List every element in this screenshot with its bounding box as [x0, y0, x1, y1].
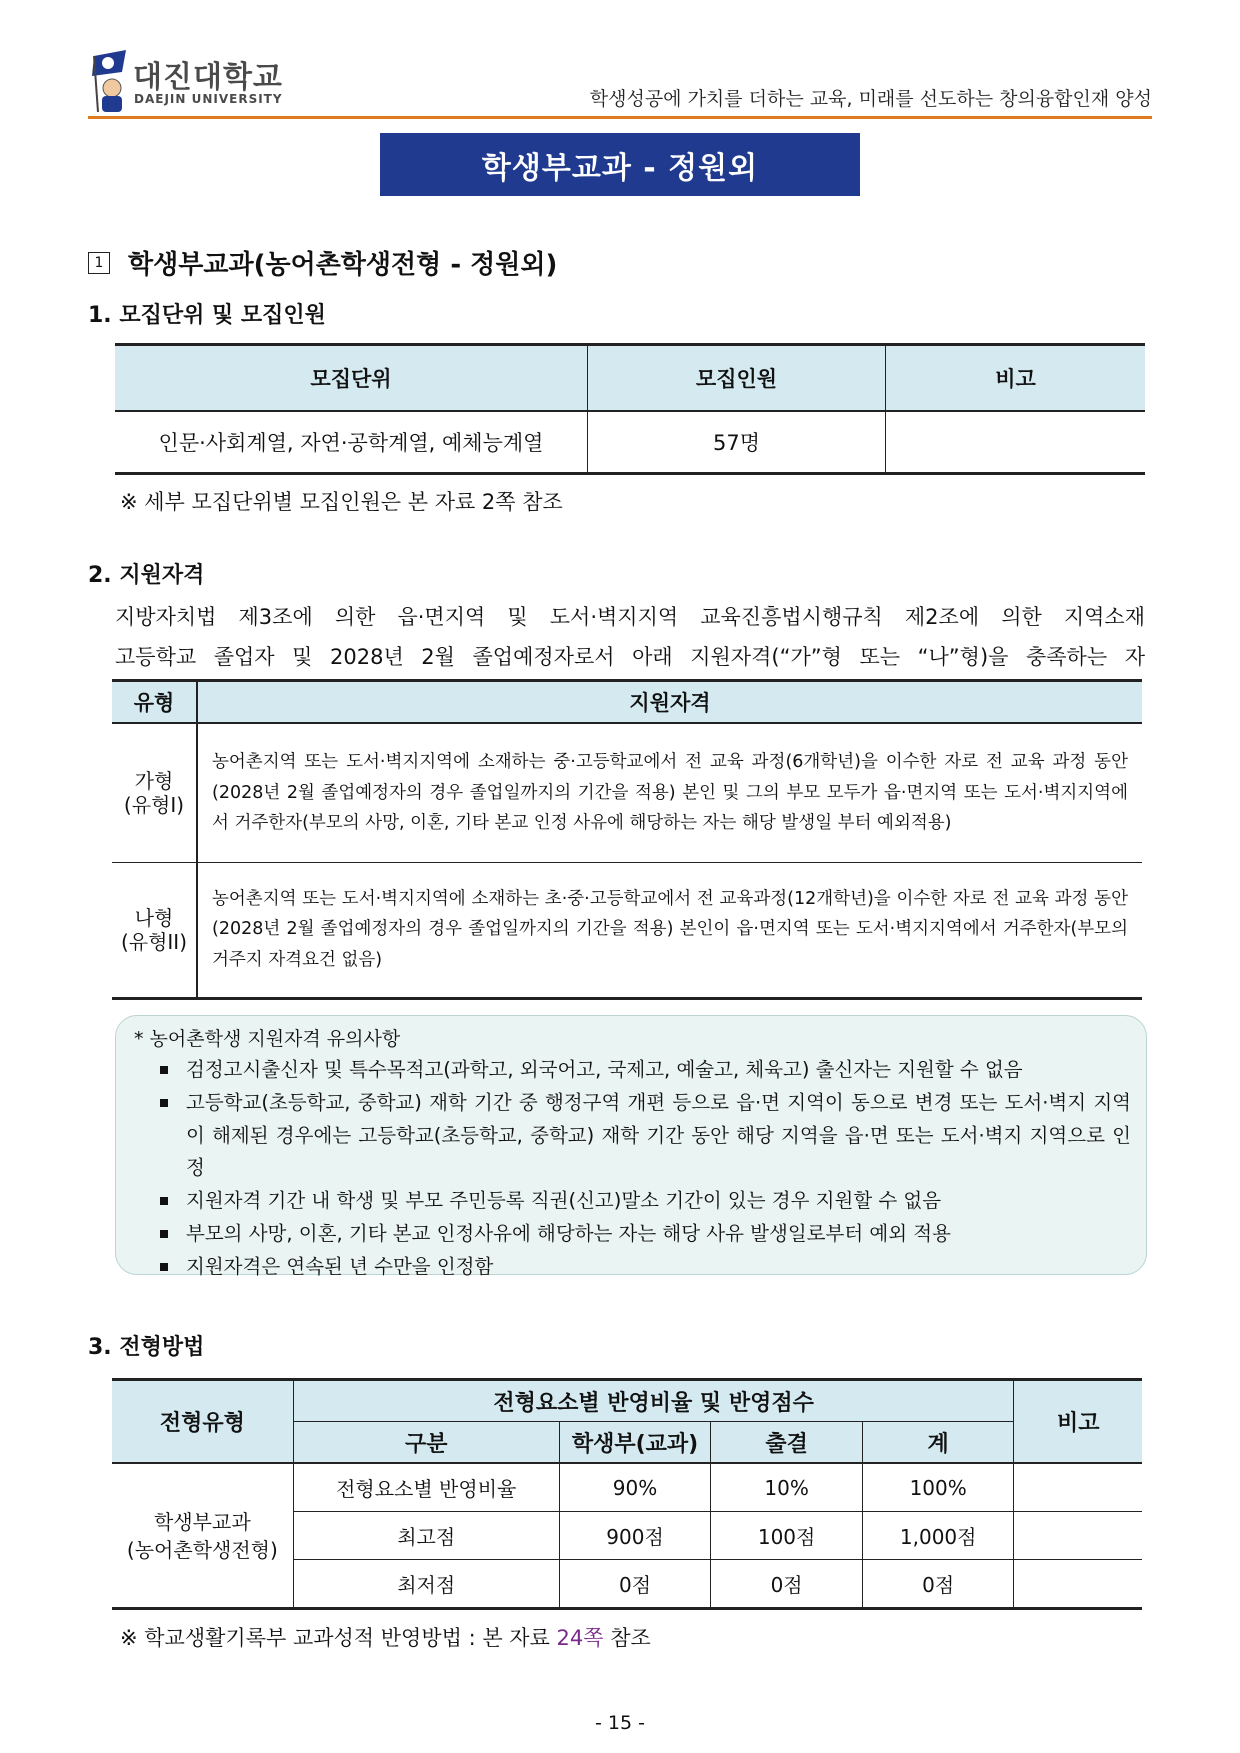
table-header: 유형	[112, 681, 197, 724]
page-banner: 학생부교과 - 정원외	[380, 133, 860, 196]
header-motto: 학생성공에 가치를 더하는 교육, 미래를 선도하는 창의융합인재 양성	[589, 88, 1152, 110]
logo-korean-text: 대진대학교	[133, 60, 283, 95]
type-label: 가형	[134, 768, 174, 793]
eligibility-description: 농어촌지역 또는 도서·벽지지역에 소재하는 중·고등학교에서 전 교육 과정(6개학년)을 이수한 자로 전 교육 과정 동안(2028년 2월 졸업예정자의 경우 졸업일까지의 기간을 적용) 본인 및 그의 부모 모두가 읍·면지역 또는 도서·벽지지역에서 거주한자(부모의 사망, 이혼, 기타 본교 인정 사유에 해당하는 자는 해당 발생일 부터 예외적용)	[197, 723, 1142, 862]
eligibility-notes-box	[115, 1015, 1147, 1278]
table-cell: 0점	[862, 1560, 1014, 1609]
recruitment-table	[115, 343, 1145, 475]
row-header-cell	[112, 1463, 293, 1609]
table-cell	[1014, 1512, 1142, 1560]
table-subheader: 구분	[293, 1422, 559, 1464]
row-header-line: 학생부교과	[154, 1509, 251, 1534]
list-item: 고등학교(초등학교, 중학교) 재학 기간 중 행정구역 개편 등으로 읍·면 지역이 동으로 변경 또는 도서·벽지 지역이 해제된 경우에는 고등학교(초등학교, 중학교) 재학 기간 동안 해당 지역을 읍·면 또는 도서·벽지 지역으로 인정	[156, 1087, 1131, 1185]
table-header: 전형요소별 반영비율 및 반영점수	[293, 1380, 1014, 1422]
page-number: - 15 -	[595, 1712, 645, 1734]
method-table	[112, 1378, 1142, 1610]
table-header: 지원자격	[197, 681, 1142, 724]
table-row	[115, 411, 1145, 474]
list-item: 부모의 사망, 이혼, 기타 본교 인정사유에 해당하는 자는 해당 사유 발생일로부터 예외 적용	[156, 1218, 1131, 1251]
section-title-text: 학생부교과(농어촌학생전형 - 정원외)	[128, 250, 558, 280]
table-cell	[886, 411, 1146, 474]
table-row	[112, 723, 1142, 862]
table-cell: 전형요소별 반영비율	[293, 1463, 559, 1512]
table-row	[112, 1463, 1142, 1512]
section-number-box: 1	[88, 252, 110, 274]
table-subheader: 학생부(교과)	[559, 1422, 711, 1464]
notes-title: * 농어촌학생 지원자격 유의사항	[134, 1028, 401, 1050]
section-title	[88, 244, 557, 281]
type-sublabel: (유형II)	[120, 929, 188, 954]
notes-list	[156, 1054, 1131, 1284]
table-cell	[1014, 1463, 1142, 1512]
footnote-page-ref: 24쪽	[556, 1626, 604, 1650]
table-cell: 1,000점	[862, 1512, 1014, 1560]
table-cell: 인문·사회계열, 자연·공학계열, 예체능계열	[115, 411, 588, 474]
table-cell: 100점	[711, 1512, 863, 1560]
table-cell	[1014, 1560, 1142, 1609]
list-item: 지원자격 기간 내 학생 및 부모 주민등록 직권(신고)말소 기간이 있는 경우 지원할 수 없음	[156, 1185, 1131, 1218]
heading-eligibility: 2. 지원자격	[88, 563, 205, 588]
recruitment-note: ※ 세부 모집단위별 모집인원은 본 자료 2쪽 참조	[120, 490, 563, 514]
table-header: 비고	[886, 345, 1146, 412]
table-cell: 최저점	[293, 1560, 559, 1609]
table-cell: 90%	[559, 1463, 711, 1512]
type-cell	[112, 723, 197, 862]
logo-english-text: DAEJIN UNIVERSITY	[134, 92, 283, 106]
method-footnote	[120, 1622, 651, 1652]
table-cell: 900점	[559, 1512, 711, 1560]
heading-recruitment: 1. 모집단위 및 모집인원	[88, 303, 326, 328]
table-cell: 57명	[588, 411, 886, 474]
eligibility-intro-line2: 고등학교 졸업자 및 2028년 2월 졸업예정자로서 아래 지원자격(“가”형 또는 “나”형)을 충족하는 자	[115, 645, 1145, 669]
table-header: 모집단위	[115, 345, 588, 412]
list-item: 검정고시출신자 및 특수목적고(과학고, 외국어고, 국제고, 예술고, 체육고) 출신자는 지원할 수 없음	[156, 1054, 1131, 1087]
header-divider	[88, 116, 1152, 119]
table-subheader: 출결	[711, 1422, 863, 1464]
table-header: 전형유형	[112, 1380, 293, 1464]
table-cell: 100%	[862, 1463, 1014, 1512]
table-cell: 0점	[559, 1560, 711, 1609]
table-subheader: 계	[862, 1422, 1014, 1464]
type-sublabel: (유형I)	[123, 792, 185, 817]
table-cell: 최고점	[293, 1512, 559, 1560]
eligibility-description: 농어촌지역 또는 도서·벽지지역에 소재하는 초·중·고등학교에서 전 교육과정(12개학년)을 이수한 자로 전 교육 과정 동안(2028년 2월 졸업예정자의 경우 졸업일까지의 기간을 적용) 본인이 읍·면지역 또는 도서·벽지지역에서 거주한자(부모의 거주지 자격요건 없음)	[197, 862, 1142, 998]
footnote-text: ※ 학교생활기록부 교과성적 반영방법 : 본 자료	[120, 1626, 557, 1650]
type-label: 나형	[134, 905, 174, 930]
eligibility-intro-line1: 지방자치법 제3조에 의한 읍·면지역 및 도서·벽지지역 교육진흥법시행규칙 제2조에 의한 지역소재	[115, 605, 1145, 629]
list-item: 지원자격은 연속된 년 수만을 인정함	[156, 1251, 1131, 1284]
university-logo	[88, 48, 288, 118]
row-header-line: (농어촌학생전형)	[126, 1537, 278, 1562]
heading-method: 3. 전형방법	[88, 1335, 205, 1360]
table-header: 비고	[1014, 1380, 1142, 1464]
type-cell	[112, 862, 197, 998]
table-row	[112, 862, 1142, 998]
footnote-text: 참조	[603, 1626, 651, 1650]
table-cell: 0점	[711, 1560, 863, 1609]
table-header: 모집인원	[588, 345, 886, 412]
table-cell: 10%	[711, 1463, 863, 1512]
eligibility-table	[112, 679, 1142, 1000]
mascot-flag-icon	[88, 48, 132, 114]
